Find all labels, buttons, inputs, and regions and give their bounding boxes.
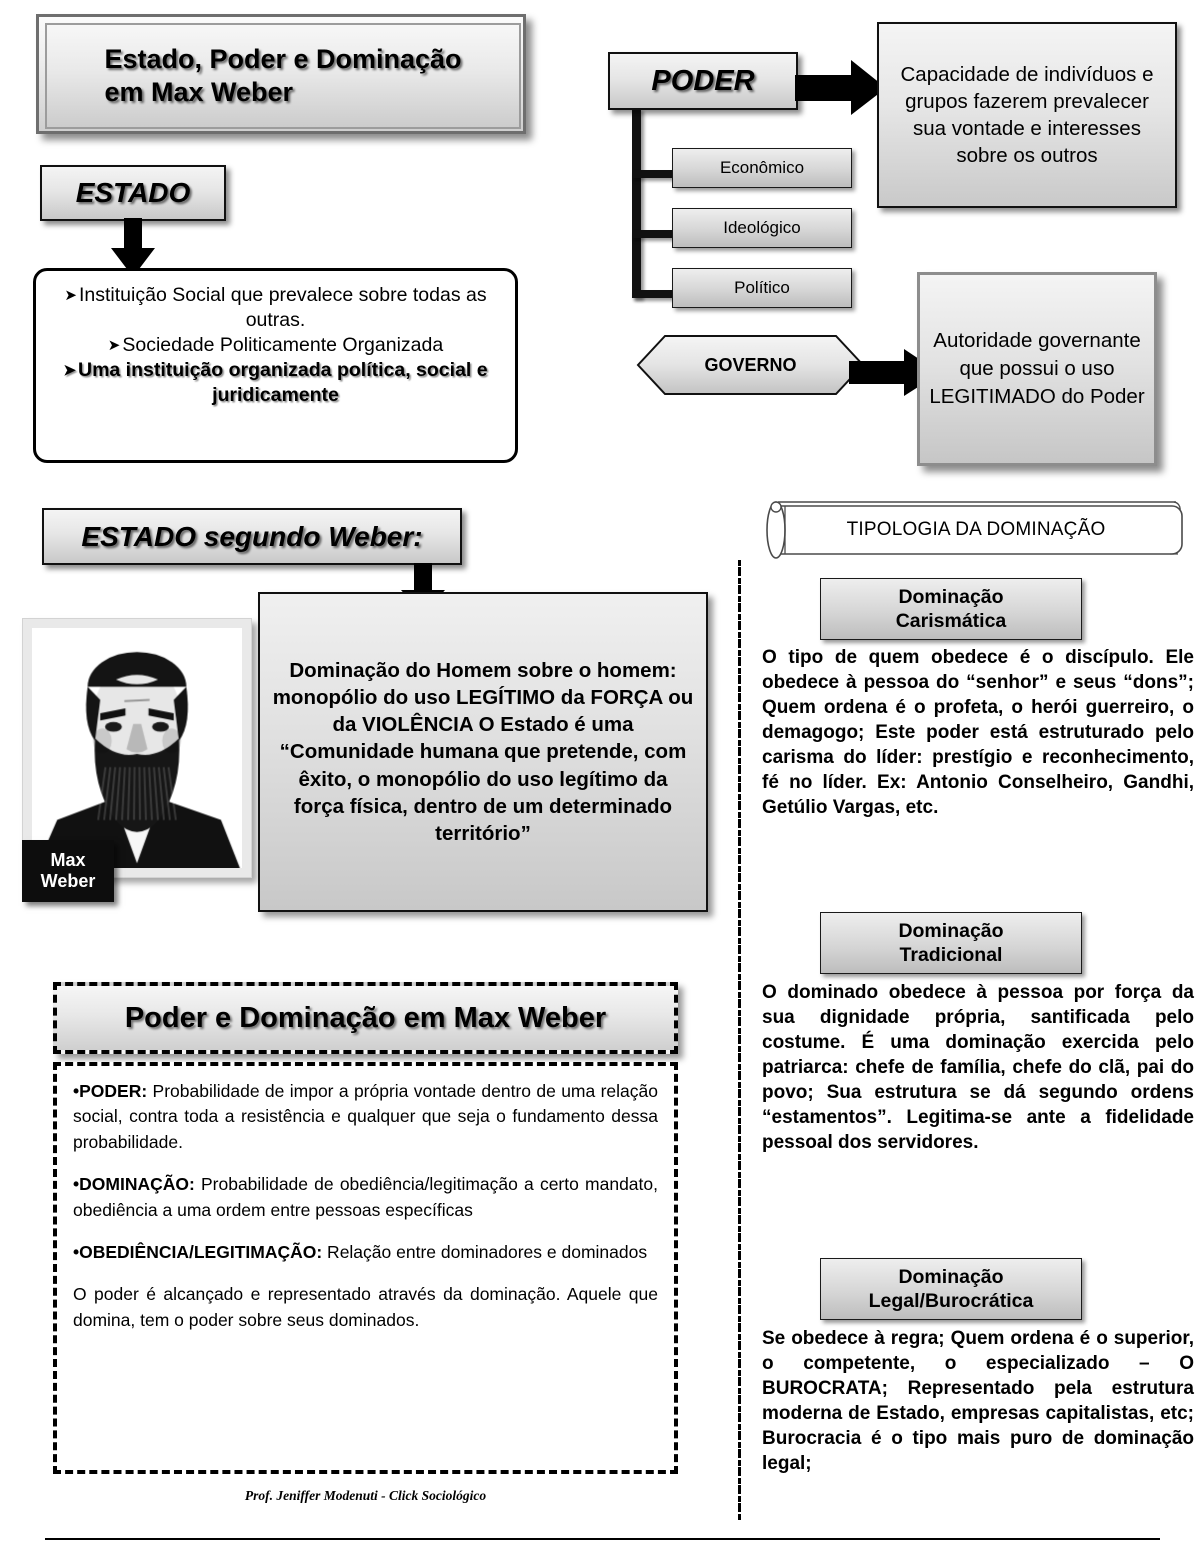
dominacao-legal-line2: Legal/Burocrática <box>868 1290 1034 1312</box>
weber-quote-box <box>258 592 708 912</box>
poder-type-ideologico <box>672 208 852 248</box>
pd-text-1: Probabilidade de impor a própria vontade dentro de uma relação social, contra toda a resistência e qualquer que seja o fundamento dessa probabilidade. <box>73 1081 658 1152</box>
governo-label: GOVERNO <box>704 354 797 375</box>
dominacao-legal-body: Se obedece à regra; Quem ordena é o superior, o competente, o especializado – O BUROCRATA; Representado pela estrutura moderna de Estado, empresas capitalistas, etc; Burocracia é o tipo mais puro de dominação legal; <box>762 1328 1194 1475</box>
autoridade-definition-text: Autoridade governante que possui o uso LEGITIMADO do Poder <box>929 329 1145 408</box>
estado-bullet-3: ➤ Uma instituição organizada política, social e juridicamente <box>50 358 501 408</box>
poder-dominacao-body <box>53 1062 678 1474</box>
pd-text-4: O poder é alcançado e representado através da dominação. Aquele que domina, tem o poder sobre seus dominados. <box>73 1284 658 1330</box>
pd-term-1: •PODER: <box>73 1081 148 1101</box>
poder-type-ideologico-label: Ideológico <box>723 218 801 237</box>
credit-line: Prof. Jeniffer Modenuti - Click Sociológico <box>244 1488 487 1503</box>
poder-definition-text: Capacidade de indivíduos e grupos fazerem prevalecer sua vontade e interesses sobre os outros <box>900 62 1154 168</box>
dominacao-carismatica-line2: Carismática <box>895 610 1007 632</box>
autoridade-definition-box <box>917 272 1157 466</box>
pd-text-3: Relação entre dominadores e dominados <box>322 1241 648 1262</box>
estado-definition-box <box>33 268 518 463</box>
pd-item-4 <box>73 1282 658 1333</box>
column-divider-dots <box>738 560 741 1520</box>
right-arrow-icon <box>795 60 887 116</box>
tipologia-banner <box>760 498 1192 562</box>
tipologia-banner-text-wrap <box>760 498 1192 562</box>
poder-dominacao-title-label: Poder e Dominação em Max Weber <box>124 1001 607 1034</box>
poder-type-politico-label: Político <box>734 278 790 297</box>
tipologia-banner-label: TIPOLOGIA DA DOMINAÇÃO <box>846 519 1106 540</box>
max-weber-portrait <box>32 628 242 868</box>
dominacao-legal-chip <box>820 1258 1082 1320</box>
poder-dominacao-title <box>53 982 678 1054</box>
estado-bullet-1: ➤ Instituição Social que prevalece sobre todas as outras. <box>50 283 501 333</box>
pd-item-1 <box>73 1079 658 1155</box>
dominacao-carismatica-chip <box>820 578 1082 640</box>
estado-segundo-weber-label: ESTADO segundo Weber: <box>81 520 423 552</box>
estado-segundo-weber-chip <box>42 508 462 565</box>
max-weber-caption-text: Max Weber <box>40 849 96 891</box>
max-weber-portrait-frame <box>22 618 252 878</box>
dominacao-legal-line1: Dominação <box>898 1265 1004 1288</box>
pd-text-2: Probabilidade de obediência/legitimação a certo mandato, obediência a uma ordem entre pessoas específicas <box>73 1174 658 1220</box>
dominacao-carismatica-line1: Dominação <box>898 585 1004 608</box>
dominacao-tradicional-line1: Dominação <box>898 919 1004 942</box>
poder-tree-trunk <box>632 108 641 298</box>
page-title-line2: em Max Weber <box>104 77 294 107</box>
page-title <box>36 14 526 134</box>
poder-chip-label: PODER <box>651 64 755 97</box>
dominacao-carismatica-body: O tipo de quem obedece é o discípulo. Ele obedece à pessoa do “senhor” e seus “dons”; Quem ordena é o profeta, o herói guerreiro, o demagogo; Este poder está estruturado pelo carisma do líder: prestígio e reconhecimento, fé no líder. Ex: Antonio Conselheiro, Gandhi, Getúlio Vargas, etc. <box>762 647 1194 819</box>
pd-term-2: •DOMINAÇÃO: <box>73 1174 195 1195</box>
estado-bullet-2: ➤ Sociedade Politicamente Organizada <box>50 333 501 358</box>
poder-type-economico-label: Econômico <box>719 158 805 177</box>
poder-type-politico <box>672 268 852 308</box>
poder-definition-box <box>877 22 1177 208</box>
poder-chip <box>608 52 798 110</box>
pd-item-3 <box>73 1240 658 1265</box>
dominacao-tradicional-line2: Tradicional <box>899 944 1003 966</box>
estado-chip <box>40 165 226 221</box>
bottom-rule <box>45 1538 1160 1540</box>
page-title-line1: Estado, Poder e Dominação <box>104 44 462 75</box>
weber-quote-text: Dominação do Homem sobre o homem: monopólio do uso LEGÍTIMO da FORÇA ou da VIOLÊNCIA O Estado é uma “Comunidade humana que pretende, com êxito, o monopólio do uso legítimo da força física, dentro de um determinado território” <box>272 658 694 846</box>
estado-chip-label: ESTADO <box>75 177 191 208</box>
dominacao-tradicional-body: O dominado obedece à pessoa por força da sua dignidade própria, santificada pelo costume. É uma dominação exercida pelo patriarca: chefe de família, chefe do clã, pai do povo; Sua estrutura se dá segundo ordens “estamentos”. Legitima-se ante a fidelidade pessoal dos servidores. <box>762 982 1194 1154</box>
dominacao-tradicional-chip <box>820 912 1082 974</box>
governo-label-wrap <box>638 336 863 394</box>
page-title-inner <box>45 23 521 129</box>
pd-term-3: •OBEDIÊNCIA/LEGITIMAÇÃO: <box>73 1241 323 1262</box>
max-weber-caption <box>22 840 114 902</box>
poder-type-economico <box>672 148 852 188</box>
pd-item-2 <box>73 1172 658 1223</box>
